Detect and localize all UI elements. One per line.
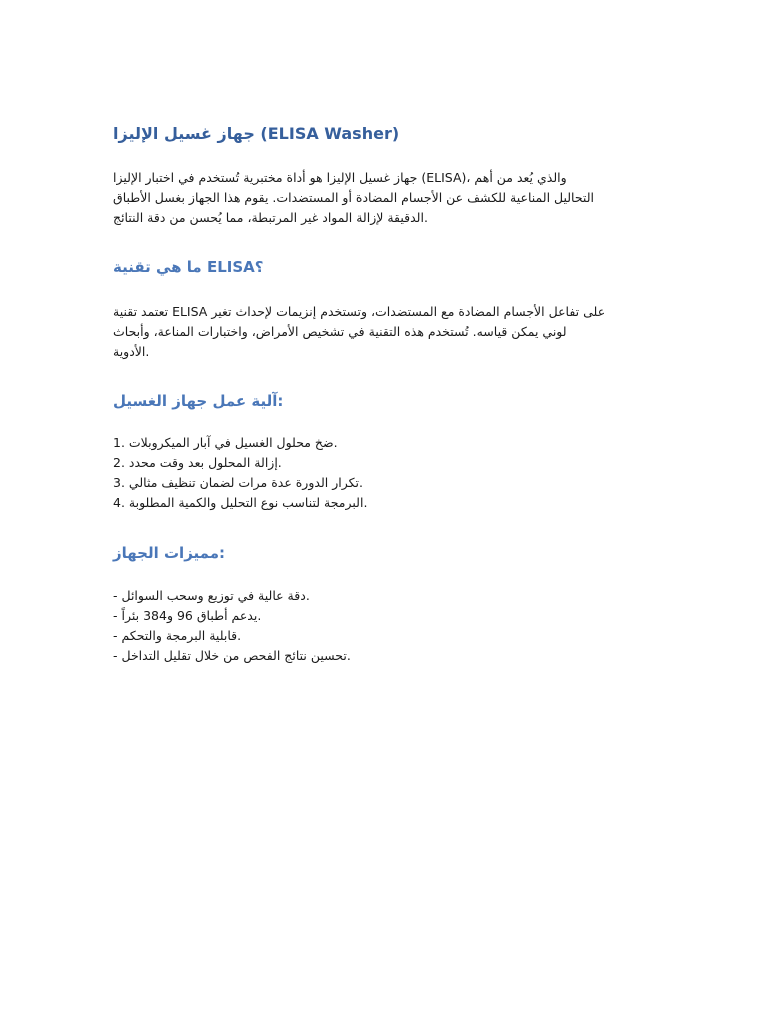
feature-item: - دقة عالية في توزيع وسحب السوائل. [113,588,310,603]
mechanism-step: 1. ضخ محلول الغسيل في آبار الميكروبلات. [113,435,338,450]
mechanism-step: 4. البرمجة لتناسب نوع التحليل والكمية المطلوبة. [113,495,368,510]
mechanism-step: 2. إزالة المحلول بعد وقت محدد. [113,455,282,470]
document-page [113,0,658,1024]
feature-item: - يدعم أطباق 96 و384 بئراً. [113,608,262,623]
features-list [113,586,351,666]
what-is-elisa-line: تعتمد تقنية ELISA على تفاعل الأجسام المضادة مع المستضدات، وتستخدم إنزيمات لإحداث تغير [113,304,606,319]
features-heading: مميزات الجهاز: [113,544,225,562]
intro-line: جهاز غسيل الإليزا هو أداة مختبرية تُستخدم في اختبار الإليزا (ELISA)، والذي يُعد من أهم [113,170,567,185]
what-is-elisa-heading: ما هي تقنية ELISA؟ [113,258,264,276]
intro-line: التحاليل المناعية للكشف عن الأجسام المضادة أو المستضدات. يقوم هذا الجهاز بغسل الأطباق [113,190,594,205]
what-is-elisa-paragraph [113,302,658,362]
what-is-elisa-line: لوني يمكن قياسه. تُستخدم هذه التقنية في تشخيص الأمراض، واختبارات المناعة، وأبحاث [113,324,567,339]
what-is-elisa-line: الأدوية. [113,344,150,359]
feature-item: - قابلية البرمجة والتحكم. [113,628,242,643]
document-title: جهاز غسيل الإليزا (ELISA Washer) [113,124,400,143]
intro-paragraph [113,168,658,228]
intro-line: الدقيقة لإزالة المواد غير المرتبطة، مما يُحسن من دقة النتائج. [113,210,428,225]
mechanism-steps-list [113,433,367,513]
feature-item: - تحسين نتائج الفحص من خلال تقليل التداخل. [113,648,351,663]
mechanism-step: 3. تكرار الدورة عدة مرات لضمان تنظيف مثالي. [113,475,363,490]
mechanism-heading: آلية عمل جهاز الغسيل: [113,392,284,410]
